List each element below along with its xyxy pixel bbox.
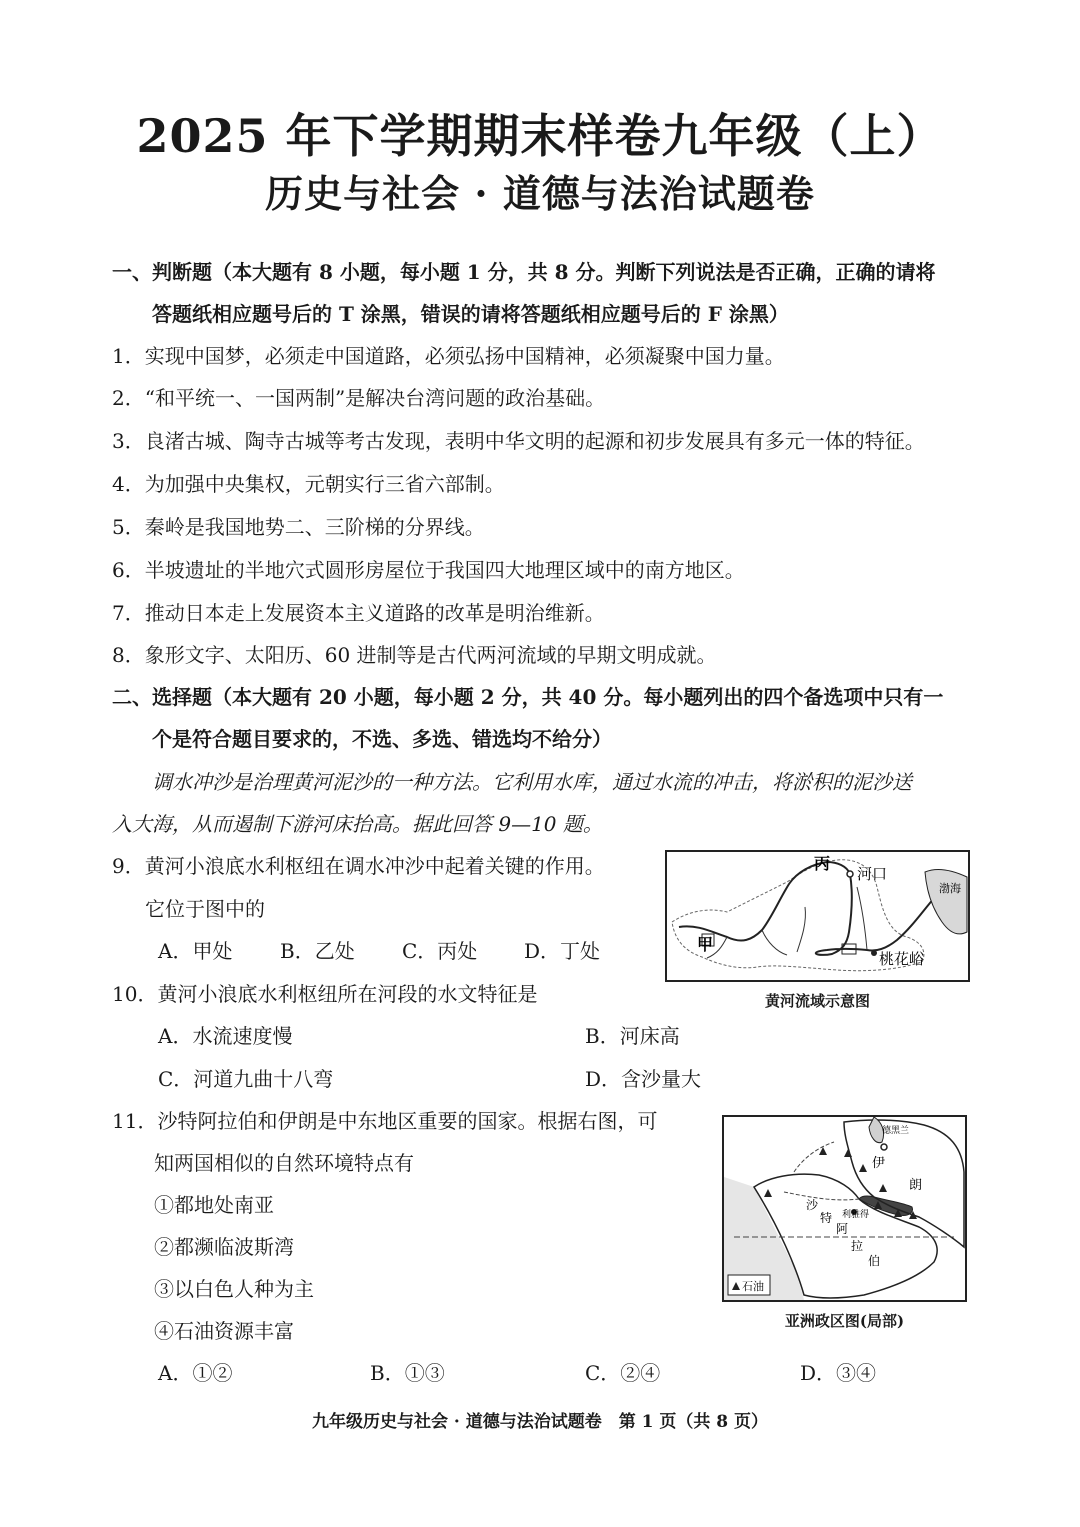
- q11-option-c: C．②④: [585, 1361, 661, 1385]
- q10-option-a: A．水流速度慢: [158, 1024, 293, 1048]
- section1-heading-line2: 答题纸相应题号后的 T 涂黑，错误的请将答题纸相应题号后的 F 涂黑）: [152, 302, 789, 326]
- map2-label-tehran: 德黑兰: [882, 1126, 910, 1136]
- q9-option-d: D．丁处: [524, 939, 601, 963]
- yellow-river-map: [665, 850, 970, 982]
- middle-east-map-graphic: [724, 1117, 965, 1300]
- map1-label-bing: 丙: [814, 854, 831, 873]
- q9-option-c: C．丙处: [402, 939, 478, 963]
- map1-label-bohai: 渤海: [939, 882, 961, 895]
- q9-stem-line1: 9．黄河小浪底水利枢纽在调水冲沙中起着关键的作用。: [112, 854, 605, 878]
- map1-label-taohuayu: 桃花峪: [879, 950, 925, 968]
- q10-stem: 10．黄河小浪底水利枢纽所在河段的水文特征是: [112, 982, 538, 1006]
- judge-item-2: 2．“和平统一、一国两制”是解决台湾问题的政治基础。: [112, 386, 606, 410]
- map2-label-la: 拉: [851, 1239, 864, 1253]
- passage-line2: 入大海，从而遏制下游河床抬高。据此回答 9—10 题。: [112, 812, 603, 836]
- q11-statement-1: ①都地处南亚: [154, 1193, 274, 1217]
- judge-item-8: 8．象形文字、太阳历、60 进制等是古代两河流域的早期文明成就。: [112, 643, 717, 667]
- q11-option-a: A．①②: [158, 1361, 233, 1385]
- yellow-river-map-caption: 黄河流域示意图: [764, 992, 870, 1010]
- map2-label-te: 特: [820, 1211, 833, 1225]
- judge-item-6: 6．半坡遗址的半地穴式圆形房屋位于我国四大地理区域中的南方地区。: [112, 558, 745, 582]
- q11-option-d: D．③④: [800, 1361, 877, 1385]
- map2-label-riyadh: 利雅得: [842, 1210, 870, 1220]
- map1-label-hekou: 河口: [857, 865, 888, 883]
- judge-item-7: 7．推动日本走上发展资本主义道路的改革是明治维新。: [112, 601, 605, 625]
- passage-line1: 调水冲沙是治理黄河泥沙的一种方法。它利用水库，通过水流的冲击，将淤积的泥沙送: [152, 770, 912, 794]
- q11-statement-4: ④石油资源丰富: [154, 1319, 294, 1343]
- q11-statement-2: ②都濒临波斯湾: [154, 1235, 294, 1259]
- section2-heading-line1: 二、选择题（本大题有 20 小题，每小题 2 分，共 40 分。每小题列出的四个备选项中只有一: [112, 685, 944, 709]
- q11-option-b: B．①③: [370, 1361, 445, 1385]
- section2-heading-line2: 个是符合题目要求的，不选、多选、错选均不给分）: [152, 727, 612, 751]
- map2-label-a: 阿: [836, 1222, 849, 1236]
- map2-label-lang: 朗: [909, 1178, 923, 1193]
- page-footer: 九年级历史与社会 · 道德与法治试题卷 第 1 页（共 8 页）: [311, 1412, 769, 1432]
- judge-item-3: 3．良渚古城、陶寺古城等考古发现，表明中华文明的起源和初步发展具有多元一体的特征。: [112, 429, 925, 453]
- section1-heading-line1: 一、判断题（本大题有 8 小题，每小题 1 分，共 8 分。判断下列说法是否正确，正确的请将: [112, 260, 936, 284]
- judge-item-1: 1．实现中国梦，必须走中国道路，必须弘扬中国精神，必须凝聚中国力量。: [112, 344, 785, 368]
- q10-option-d: D．含沙量大: [585, 1067, 702, 1091]
- page-subtitle: 历史与社会 · 道德与法治试题卷: [265, 171, 815, 216]
- q11-stem-line2: 知两国相似的自然环境特点有: [154, 1151, 414, 1175]
- middle-east-map: [722, 1115, 967, 1302]
- judge-item-4: 4．为加强中央集权，元朝实行三省六部制。: [112, 472, 505, 496]
- middle-east-map-caption: 亚洲政区图(局部): [784, 1312, 905, 1330]
- map1-label-jia: 甲: [697, 935, 714, 954]
- page-title: 2025 年下学期期末样卷九年级（上）: [136, 109, 944, 163]
- q11-statement-3: ③以白色人种为主: [154, 1277, 314, 1301]
- map2-label-yi: 伊: [872, 1156, 886, 1171]
- judge-item-5: 5．秦岭是我国地势二、三阶梯的分界线。: [112, 515, 485, 539]
- map2-label-bo: 伯: [868, 1254, 881, 1268]
- map2-legend-oil: 石油: [742, 1280, 764, 1293]
- q11-stem-line1: 11．沙特阿拉伯和伊朗是中东地区重要的国家。根据右图，可: [112, 1109, 658, 1133]
- q9-stem-line2: 它位于图中的: [145, 897, 265, 921]
- map2-label-sha: 沙: [806, 1198, 819, 1212]
- q10-option-b: B．河床高: [585, 1024, 680, 1048]
- yellow-river-map-graphic: [667, 852, 968, 980]
- q10-option-c: C．河道九曲十八弯: [158, 1067, 334, 1091]
- q9-option-b: B．乙处: [280, 939, 355, 963]
- q9-option-a: A．甲处: [158, 939, 233, 963]
